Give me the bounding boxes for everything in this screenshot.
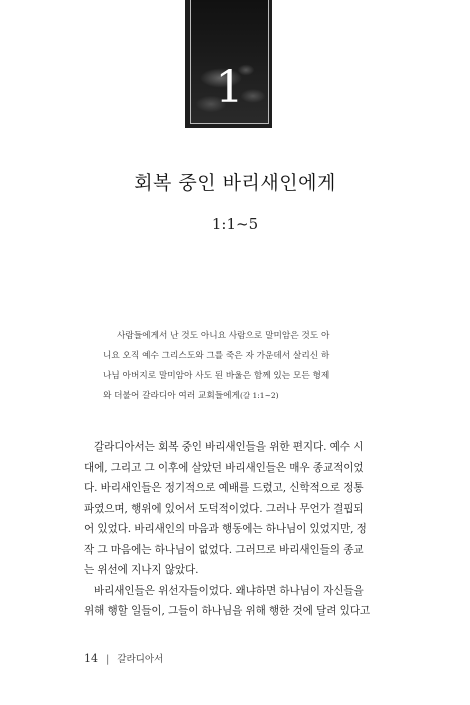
verse-reference: 1:1~5 (211, 215, 259, 233)
body-line: 위해 행할 일들이, 그들이 하나님을 위해 행한 것에 달려 있다고 (84, 605, 371, 617)
body-text (84, 437, 386, 622)
scripture-reference: (갈 1:1~2) (239, 391, 279, 400)
scripture-line: 나님 아버지로 말미암아 사도 된 바울은 함께 있는 모든 형제 (103, 371, 330, 381)
body-line: 다. 바리새인들은 정기적으로 예배를 드렸고, 신학적으로 정통 (84, 482, 364, 494)
scripture-line-text: 와 더불어 갈라디아 여러 교회들에게 (103, 391, 240, 401)
chapter-photo (190, 0, 269, 124)
book-title: 갈라디아서 (117, 654, 164, 665)
body-line: 바리새인들은 위선자들이었다. 왜냐하면 하나님이 자신들을 (94, 584, 364, 597)
footer-separator: | (106, 654, 110, 665)
scripture-line: 사람들에게서 난 것도 아니요 사람으로 말미암은 것도 아 (117, 331, 330, 341)
body-line: 파였으며, 행위에 있어서 도덕적이었다. 그러나 무언가 결핍되 (84, 502, 364, 515)
chapter-number: 1 (215, 62, 244, 113)
scripture-line: 니요 오직 예수 그리스도와 그를 죽은 자 가운데서 살리신 하 (103, 351, 330, 361)
scripture-line-last (103, 386, 368, 406)
page-footer (84, 652, 163, 667)
chapter-image (185, 0, 272, 128)
body-line: 는 위선에 지나지 않았다. (84, 564, 199, 576)
scripture-quote (103, 326, 368, 406)
chapter-title: 회복 중인 바리새인에게 (134, 172, 336, 194)
body-line: 대에, 그리고 그 이후에 살았던 바리새인들은 매우 종교적이었 (84, 461, 364, 474)
page-number: 14 (84, 652, 98, 665)
body-line: 작 그 마음에는 하나님이 없었다. 그러므로 바리새인들의 종교 (84, 543, 364, 556)
body-line: 갈라디아서는 회복 중인 바리새인들을 위한 편지다. 예수 시 (94, 441, 364, 453)
body-line: 어 있었다. 바리새인의 마음과 행동에는 하나님이 있었지만, 정 (84, 523, 367, 535)
